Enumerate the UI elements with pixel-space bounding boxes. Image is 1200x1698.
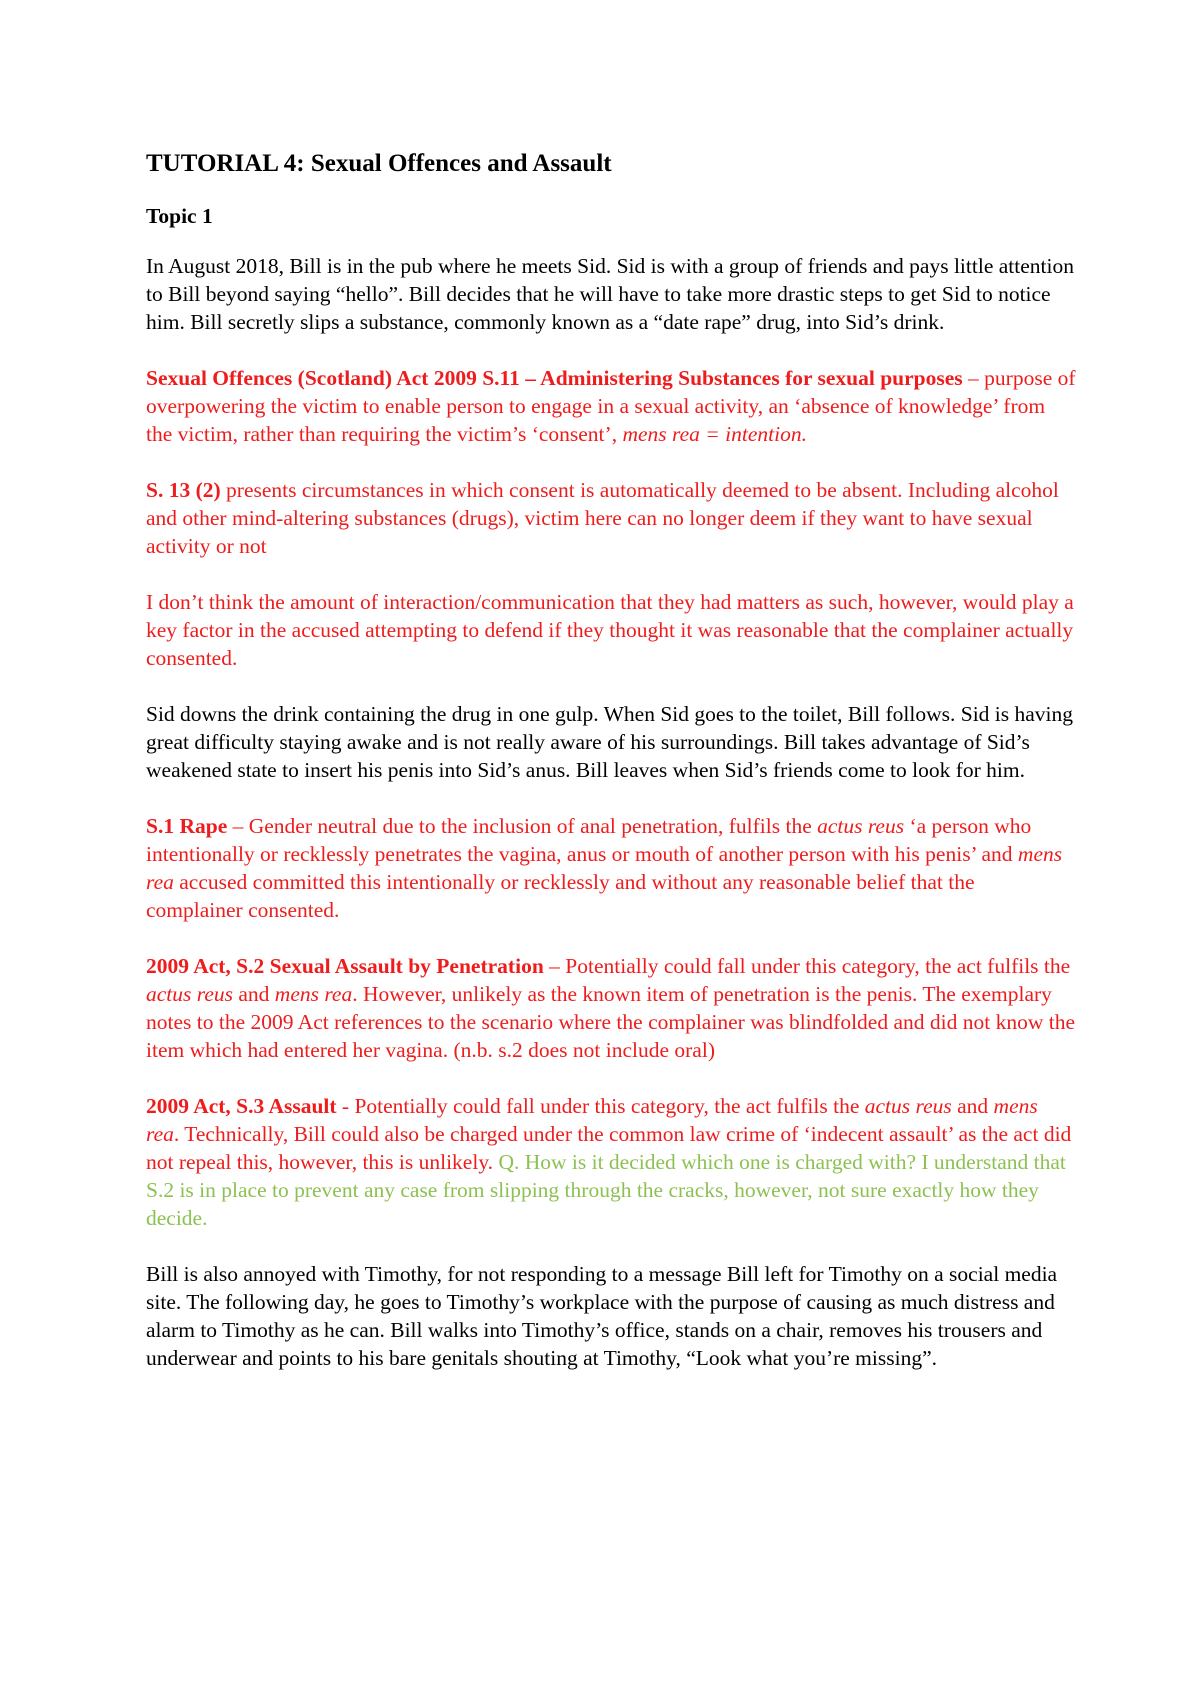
note-s11 (146, 364, 1076, 448)
scenario-paragraph-2: Sid downs the drink containing the drug in one gulp. When Sid goes to the toilet, Bill follows. Sid is having great difficulty staying awake and is not really aware of his surroundings. Bill takes advantage of Sid’s weakened state to insert his penis into Sid’s anus. Bill leaves when Sid’s friends come to look for him. (146, 702, 1074, 782)
note-s2-italic-1: actus reus (146, 982, 233, 1006)
scenario-paragraph-3: Bill is also annoyed with Timothy, for not responding to a message Bill left for Timothy on a social media site. The following day, he goes to Timothy’s workplace with the purpose of causing as much distress and alarm to Timothy as he can. Bill walks into Timothy’s office, stands on a chair, removes his trousers and underwear and points to his bare genitals shouting at Timothy, “Look what you’re missing”. (146, 1262, 1058, 1370)
note-s2-text-2: and (233, 982, 275, 1006)
note-s3-italic-2: mens rea (146, 1094, 1038, 1146)
note-s11-text: – purpose of overpowering the victim to enable person to engage in a sexual activity, an ‘absence of knowledge’ from the victim, rather than requiring the victim’s ‘consent’, (146, 366, 1076, 446)
note-s13-heading: S. 13 (2) (146, 478, 221, 502)
topic-heading: Topic 1 (146, 204, 213, 228)
note-s1-heading: S.1 Rape (146, 814, 228, 838)
document-page (146, 138, 1076, 1400)
note-s3-text-3: . Technically, Bill could also be charged under the common law crime of ‘indecent assault’ as the act did not repeal this, however, this is unlikely. (146, 1122, 1072, 1174)
note-s2 (146, 952, 1076, 1064)
note-s1-rape (146, 812, 1076, 924)
scenario-paragraph-1: In August 2018, Bill is in the pub where he meets Sid. Sid is with a group of friends and pays little attention to Bill beyond saying “hello”. Bill decides that he will have to take more drastic steps to get Sid to notice him. Bill secretly slips a substance, commonly known as a “date rape” drug, into Sid’s drink. (146, 254, 1074, 334)
note-s2-heading: 2009 Act, S.2 Sexual Assault by Penetration (146, 954, 544, 978)
note-opinion: I don’t think the amount of interaction/communication that they had matters as such, however, would play a key factor in the accused attempting to defend if they thought it was reasonable that the complainer actually consented. (146, 590, 1074, 670)
note-s3-text-2: and (951, 1094, 994, 1118)
note-s3 (146, 1092, 1076, 1232)
note-s11-heading: Sexual Offences (Scotland) Act 2009 S.11 – Administering Substances for sexual purposes (146, 366, 963, 390)
note-s3-heading: 2009 Act, S.3 Assault (146, 1094, 337, 1118)
note-s11-italic: mens rea = intention. (622, 422, 807, 446)
note-s2-text-3: . However, unlikely as the known item of penetration is the penis. The exemplary notes to the 2009 Act references to the scenario where the complainer was blindfolded and did not know the item which had entered her vagina. (n.b. s.2 does not include oral) (146, 982, 1075, 1062)
note-s1-text-2: ‘a person who intentionally or recklessly penetrates the vagina, anus or mouth of another person with his penis’ and (146, 814, 1032, 866)
note-s13-text: presents circumstances in which consent is automatically deemed to be absent. Including alcohol and other mind-altering substances (drugs), victim here can no longer deem if they want to have sexual activity or not (146, 478, 1059, 558)
note-s2-italic-2: mens rea (274, 982, 353, 1006)
document-title: TUTORIAL 4: Sexual Offences and Assault (146, 150, 612, 177)
note-s1-text-1: – Gender neutral due to the inclusion of anal penetration, fulfils the (227, 814, 818, 838)
question-note: Q. How is it decided which one is charged with? I understand that S.2 is in place to prevent any case from slipping through the cracks, however, not sure exactly how they decide. (146, 1150, 1066, 1230)
note-s13 (146, 476, 1076, 560)
note-s1-text-3: accused committed this intentionally or recklessly and without any reasonable belief that the complainer consented. (146, 870, 975, 922)
note-s1-italic-1: actus reus (817, 814, 905, 838)
note-s3-text-1: - Potentially could fall under this category, the act fulfils the (336, 1094, 865, 1118)
note-s3-italic-1: actus reus (864, 1094, 952, 1118)
note-s2-text-1: – Potentially could fall under this category, the act fulfils the (543, 954, 1071, 978)
note-s1-italic-2: mens rea (146, 842, 1063, 894)
